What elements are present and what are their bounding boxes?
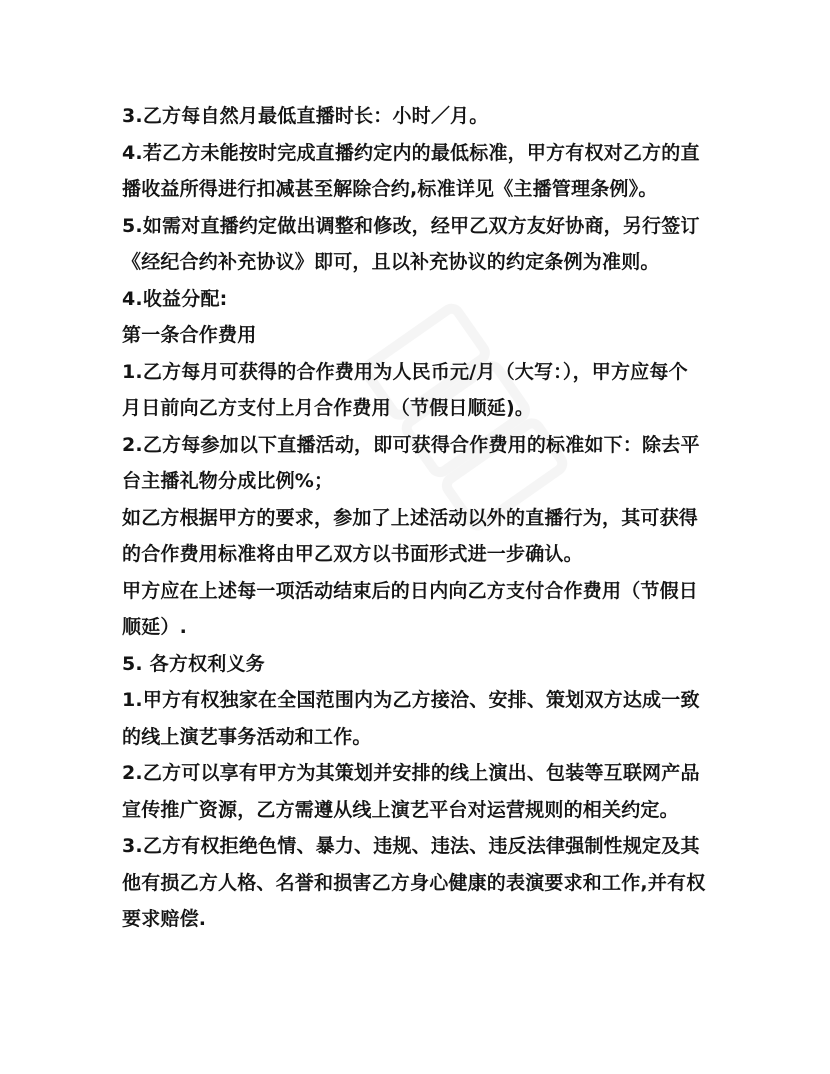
- text-line: 1.乙方每月可获得的合作费用为人民币元/月（大写：），甲方应每个: [122, 360, 688, 383]
- text-line: 的线上演艺事务活动和工作。: [122, 725, 372, 748]
- text-line: 他有损乙方人格、名誉和损害乙方身心健康的表演要求和工作,并有权: [122, 871, 706, 894]
- text-line: 5.如需对直播约定做出调整和修改，经甲乙双方友好协商，另行签订: [122, 214, 700, 237]
- text-line: 播收益所得进行扣减甚至解除合约,标准详见《主播管理条例》。: [122, 178, 658, 200]
- text-line: 3.乙方每自然月最低直播时长：小时／月。: [122, 105, 489, 127]
- text-line: 4.若乙方未能按时完成直播约定内的最低标准，甲方有权对乙方的直: [122, 141, 700, 164]
- text-line: 顺延）.: [122, 616, 188, 638]
- text-line: 2.乙方每参加以下直播活动，即可获得合作费用的标准如下：除去平: [122, 433, 700, 456]
- text-line: 如乙方根据甲方的要求，参加了上述活动以外的直播行为，其可获得: [122, 506, 699, 529]
- clause-heading: 第一条合作费用: [122, 324, 257, 346]
- section-heading: 5. 各方权利义务: [122, 652, 265, 675]
- text-line: 宣传推广资源，乙方需遵从线上演艺平台对运营规则的相关约定。: [122, 798, 679, 821]
- text-line: 的合作费用标准将由甲乙双方以书面形式进一步确认。: [122, 543, 583, 565]
- text-line: 3.乙方有权拒绝色情、暴力、违规、违法、违反法律强制性规定及其: [122, 835, 700, 857]
- text-line: 1.甲方有权独家在全国范围内为乙方接洽、安排、策划双方达成一致: [122, 689, 700, 711]
- text-line: 要求赔偿.: [122, 908, 207, 930]
- text-line: 《经纪合约补充协议》即可，且以补充协议的约定条例为准则。: [122, 251, 660, 273]
- text-line: 甲方应在上述每一项活动结束后的日内向乙方支付合作费用（节假日: [122, 579, 699, 602]
- text-line: 月日前向乙方支付上月合作费用（节假日顺延)。: [122, 397, 535, 419]
- section-heading: 4.收益分配:: [122, 287, 228, 310]
- document-body: [122, 98, 712, 938]
- text-line: 台主播礼物分成比例%；: [122, 470, 334, 492]
- text-line: 2.乙方可以享有甲方为其策划并安排的线上演出、包装等互联网产品: [122, 762, 700, 784]
